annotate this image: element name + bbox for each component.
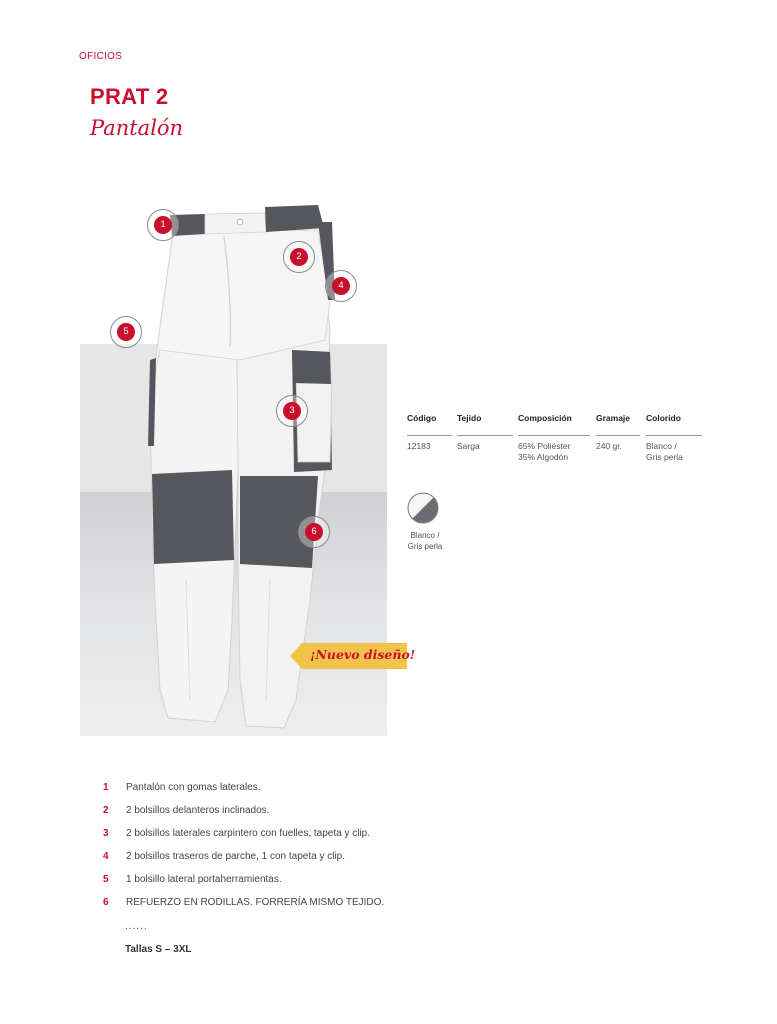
spec-header-tejido: Tejido (457, 413, 482, 423)
feature-text: 2 bolsillos traseros de parche, 1 con tapeta y clip. (126, 851, 346, 862)
badge-text: ¡Nuevo diseño! (310, 647, 416, 662)
feature-text: 2 bolsillos laterales carpintero con fuelles, tapeta y clip. (126, 828, 371, 839)
feature-item (103, 828, 663, 851)
spec-colorido-line-2: Gris perla (646, 452, 683, 462)
marker-6-number: 6 (305, 523, 323, 541)
swatch-label-line-1: Blanco / (410, 531, 440, 540)
feature-item (103, 897, 663, 920)
feature-number: 2 (103, 805, 109, 816)
spec-header-composicion: Composición (518, 413, 572, 423)
color-swatch-label (405, 531, 445, 552)
feature-number: 4 (103, 851, 109, 862)
feature-text: REFUERZO EN RODILLAS. FORRERÍA MISMO TEJIDO. (126, 897, 385, 908)
sizes-separator: ...... (125, 921, 148, 932)
spec-divider (518, 435, 590, 436)
spec-divider (596, 435, 640, 436)
feature-list (103, 782, 663, 920)
feature-text: 2 bolsillos delanteros inclinados. (126, 805, 270, 816)
spec-value-tejido: Sarga (457, 441, 480, 451)
feature-item (103, 874, 663, 897)
color-swatch-icon (407, 492, 439, 524)
feature-text: 1 bolsillo lateral portaherramientas. (126, 874, 282, 885)
marker-6 (298, 516, 330, 548)
spec-value-gramaje: 240 gr. (596, 441, 622, 451)
marker-3-number: 3 (283, 402, 301, 420)
feature-number: 5 (103, 874, 109, 885)
feature-number: 1 (103, 782, 109, 793)
spec-value-composicion (518, 441, 570, 463)
product-title: PRAT 2 (90, 84, 169, 109)
spec-divider (646, 435, 702, 436)
feature-item (103, 851, 663, 874)
feature-number: 3 (103, 828, 109, 839)
spec-header-gramaje: Gramaje (596, 413, 631, 423)
section-label: OFICIOS (79, 51, 123, 62)
sizes-label: Tallas S – 3XL (125, 944, 192, 955)
feature-text: Pantalón con gomas laterales. (126, 782, 261, 793)
feature-item (103, 805, 663, 828)
spec-value-colorido (646, 441, 683, 463)
spec-composicion-line-2: 35% Algodón (518, 452, 569, 462)
marker-3 (276, 395, 308, 427)
marker-2 (283, 241, 315, 273)
spec-composicion-line-1: 65% Poliéster (518, 441, 571, 451)
marker-1 (147, 209, 179, 241)
marker-4 (325, 270, 357, 302)
spec-header-colorido: Colorido (646, 413, 681, 423)
marker-1-number: 1 (154, 216, 172, 234)
spec-header-codigo: Código (407, 413, 437, 423)
spec-value-codigo: 12183 (407, 441, 431, 451)
spec-divider (407, 435, 452, 436)
marker-5 (110, 316, 142, 348)
spec-colorido-line-1: Blanco / (646, 441, 677, 451)
marker-2-number: 2 (290, 248, 308, 266)
feature-item (103, 782, 663, 805)
marker-5-number: 5 (117, 323, 135, 341)
spec-divider (457, 435, 513, 436)
feature-number: 6 (103, 897, 109, 908)
product-subtitle: Pantalón (90, 116, 184, 140)
marker-4-number: 4 (332, 277, 350, 295)
swatch-label-line-2: Gris perla (407, 541, 443, 551)
